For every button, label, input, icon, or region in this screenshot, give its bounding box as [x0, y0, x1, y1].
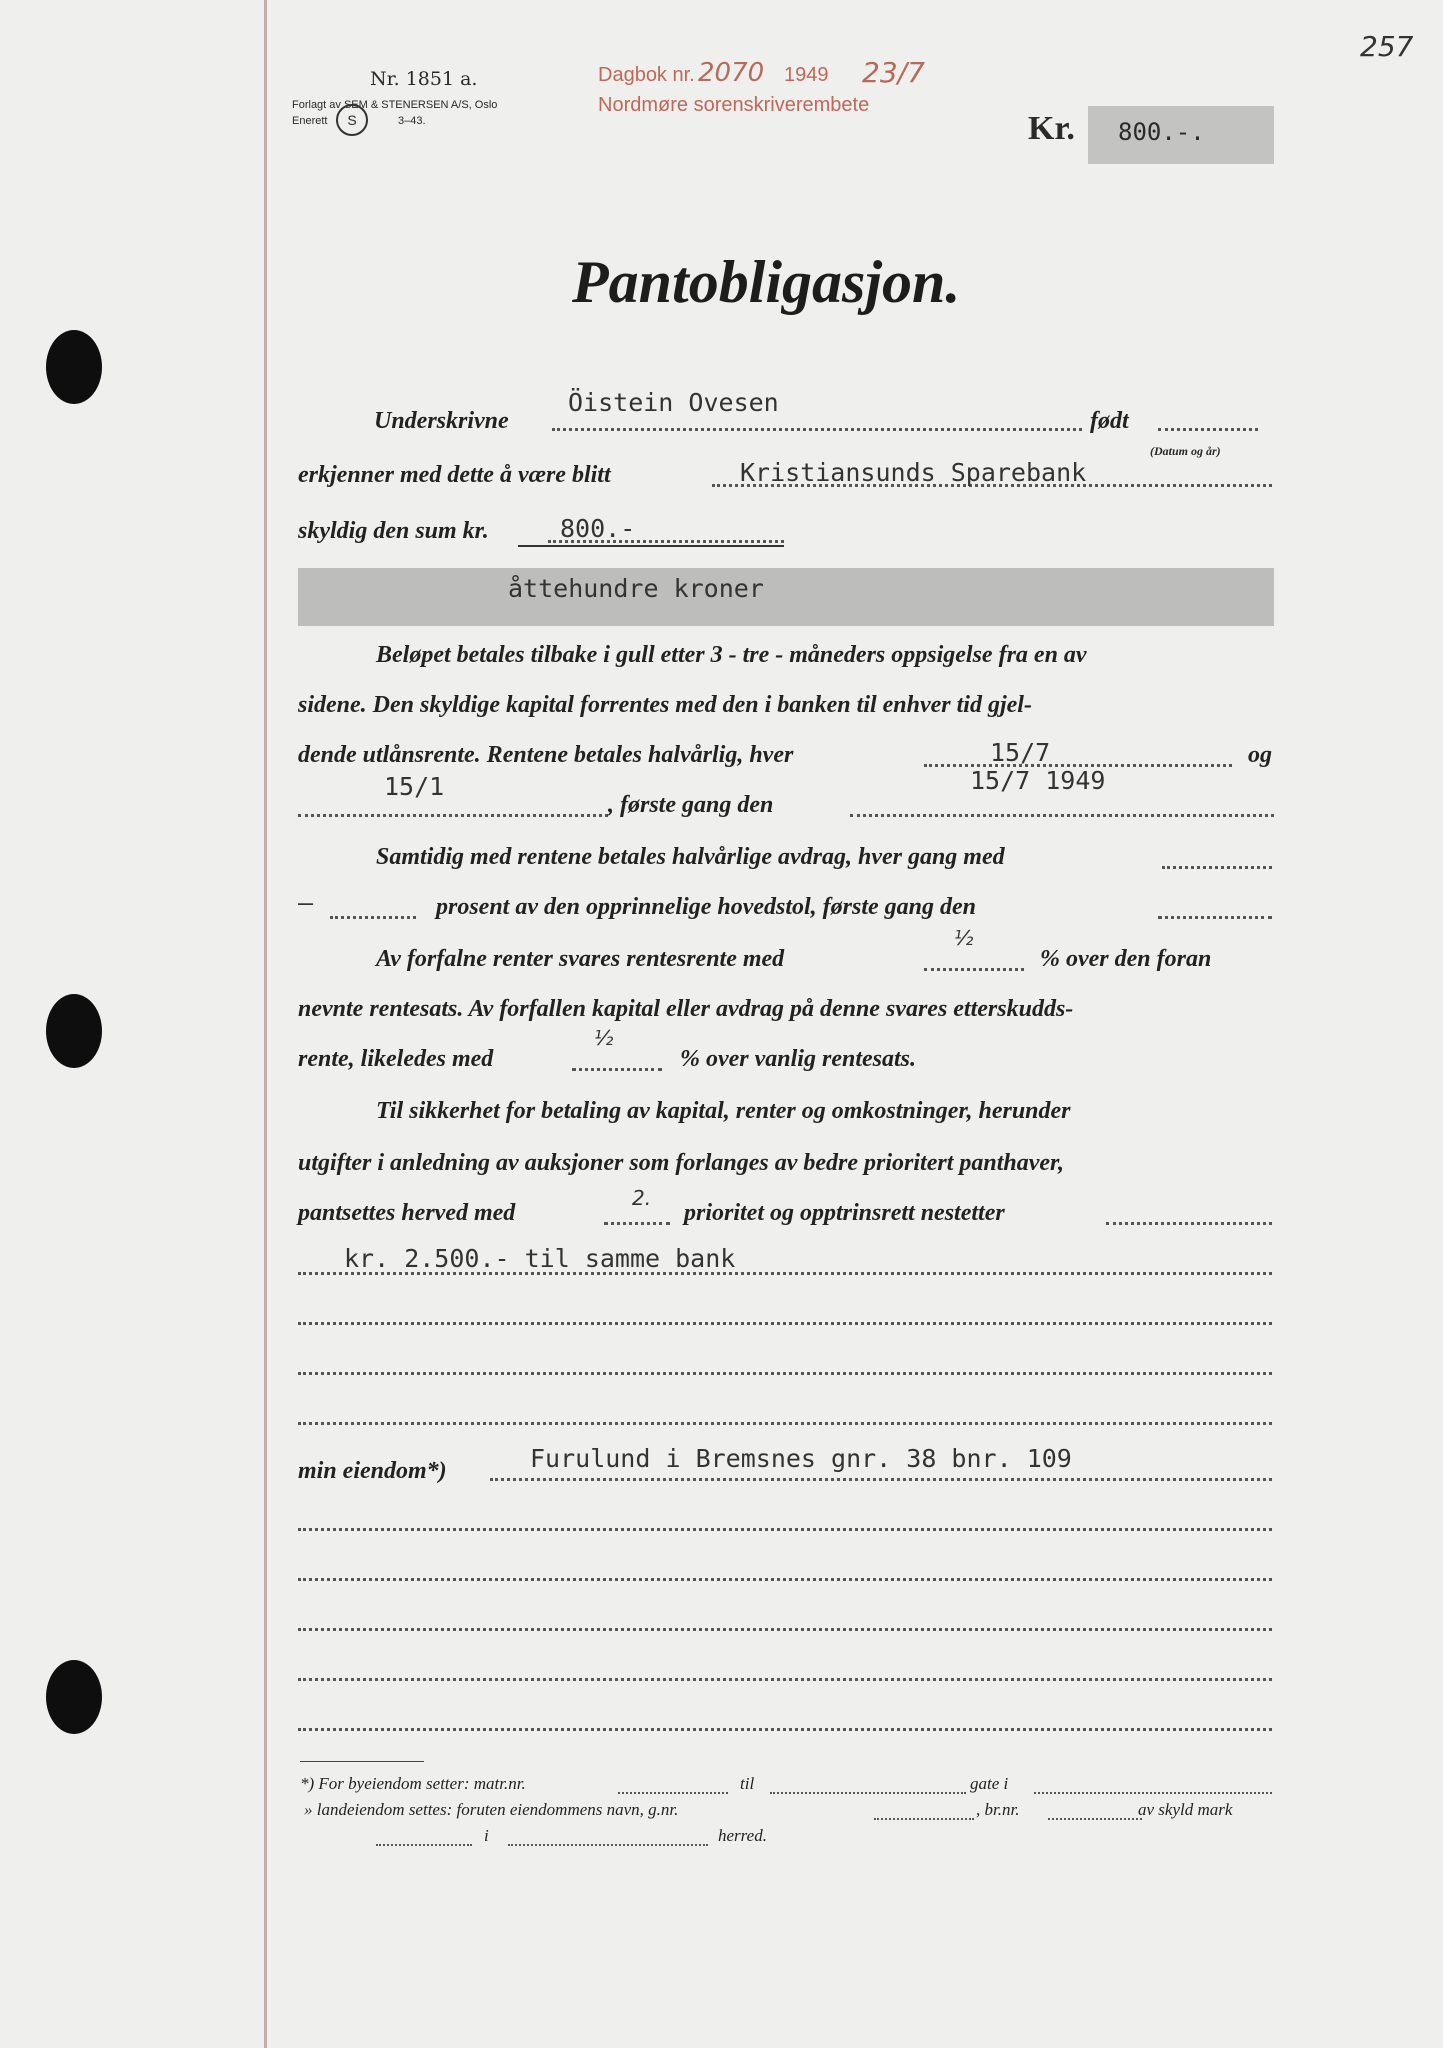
- dotted-line: [298, 1628, 1272, 1631]
- dotted-line: [1162, 866, 1272, 869]
- first-interest-date: 15/7 1949: [970, 766, 1106, 795]
- dotted-line: [924, 968, 1024, 971]
- binder-hole: [46, 1660, 102, 1734]
- stamp-diary-number: 2070: [698, 58, 765, 88]
- body-line-1: Beløpet betales tilbake i gull etter 3 - tre - måneders oppsigelse fra en av: [376, 642, 1087, 668]
- document-title: Pantobligasjon.: [572, 249, 961, 315]
- body-word-og: og: [1248, 742, 1272, 768]
- dotted-line: [298, 814, 608, 817]
- footnote-3b: herred.: [718, 1826, 767, 1845]
- compound-rate-value: ½: [954, 926, 974, 950]
- body-line-12: pantsettes herved med: [298, 1200, 516, 1226]
- body-line-9: rente, likeledes med: [298, 1046, 494, 1072]
- page-number: 257: [1360, 30, 1414, 63]
- interest-date-2: 15/1: [384, 772, 445, 801]
- dotted-line: [298, 1678, 1272, 1681]
- publisher-logo: S: [336, 104, 368, 136]
- body-line-5: Samtidig med rentene betales halvårlige avdrag, hver gang med: [376, 844, 1005, 870]
- amount-words-bar: [298, 568, 1274, 626]
- dotted-line: [298, 1372, 1272, 1375]
- dotted-line: [874, 1818, 974, 1820]
- underskrivne-label: Underskrivne: [374, 408, 509, 434]
- dotted-line: [298, 1578, 1272, 1581]
- interest-date-1: 15/7: [990, 738, 1051, 767]
- publisher-line-2: Enerett: [292, 115, 328, 127]
- property-value: Furulund i Bremsnes gnr. 38 bnr. 109: [530, 1444, 1072, 1473]
- stamp-year: 1949: [784, 64, 829, 86]
- prior-lien-value: kr. 2.500.- til samme bank: [344, 1244, 736, 1273]
- amount-words: åttehundre kroner: [508, 574, 764, 603]
- dotted-line: [618, 1792, 728, 1794]
- footnote-separator: [300, 1761, 424, 1762]
- body-line-9b: % over vanlig rentesats.: [680, 1046, 916, 1072]
- body-line-12b: prioritet og opptrinsrett nestetter: [684, 1200, 1005, 1226]
- dotted-line: [376, 1844, 472, 1846]
- kr-value: 800.-.: [1118, 118, 1205, 146]
- dotted-line: [1158, 428, 1258, 431]
- overdue-rate-value: ½: [594, 1026, 614, 1050]
- stamp-diary-label: Dagbok nr.: [598, 64, 695, 86]
- body-line-10: Til sikkerhet for betaling av kapital, renter og omkostninger, herunder: [376, 1098, 1071, 1124]
- dotted-line: [508, 1844, 708, 1846]
- body-line-7b: % over den foran: [1040, 946, 1212, 972]
- margin-line: [264, 0, 267, 2048]
- priority-value: 2.: [632, 1186, 652, 1210]
- dotted-line: [1034, 1792, 1272, 1794]
- footnote-1a: *) For byeiendom setter: matr.nr.: [300, 1774, 526, 1793]
- dotted-line: [490, 1478, 1272, 1481]
- installment-value: —: [298, 888, 314, 917]
- skyldig-label: skyldig den sum kr.: [298, 518, 489, 544]
- dotted-line: [298, 1322, 1272, 1325]
- body-line-3: dende utlånsrente. Rentene betales halvårlig, hver: [298, 742, 794, 768]
- body-line-8: nevnte rentesats. Av forfallen kapital eller avdrag på denne svares etterskudds-: [298, 996, 1074, 1022]
- amount-underline: [518, 545, 784, 547]
- body-line-11: utgifter i anledning av auksjoner som forlanges av bedre prioritert panthaver,: [298, 1150, 1065, 1176]
- publisher-line-1: Forlagt av SEM & STENERSEN A/S, Oslo: [292, 99, 498, 111]
- dotted-line: [298, 1528, 1272, 1531]
- footnote-2c: av skyld mark: [1138, 1800, 1233, 1819]
- dotted-line: [330, 916, 416, 919]
- body-line-2: sidene. Den skyldige kapital forrentes med den i banken til enhver tid gjel-: [298, 692, 1032, 718]
- dotted-line: [552, 428, 1082, 431]
- datum-hint: (Datum og år): [1150, 444, 1221, 458]
- footnote-2a: » landeiendom settes: foruten eiendommens navn, g.nr.: [304, 1800, 679, 1819]
- amount-value: 800.-: [560, 514, 636, 543]
- dotted-line: [1158, 916, 1272, 919]
- dotted-line: [298, 1422, 1272, 1425]
- dotted-line: [1048, 1818, 1142, 1820]
- stamp-date: 23/7: [862, 56, 925, 89]
- dotted-line: [850, 814, 1274, 817]
- footnote-3a: i: [484, 1826, 489, 1845]
- dotted-line: [572, 1068, 662, 1071]
- dotted-line: [1106, 1222, 1272, 1225]
- body-line-6: prosent av den opprinnelige hovedstol, første gang den: [436, 894, 977, 920]
- creditor-value: Kristiansunds Sparebank: [740, 458, 1087, 487]
- erkjenner-label: erkjenner med dette å være blitt: [298, 462, 611, 488]
- dotted-line: [298, 1728, 1272, 1731]
- dotted-line: [604, 1222, 670, 1225]
- fodt-label: født: [1090, 408, 1129, 434]
- stamp-office: Nordmøre sorenskriverembete: [598, 94, 870, 116]
- dotted-line: [770, 1792, 966, 1794]
- binder-hole: [46, 330, 102, 404]
- body-line-7: Av forfalne renter svares rentesrente med: [376, 946, 785, 972]
- form-number: Nr. 1851 a.: [370, 68, 478, 90]
- body-line-4: , første gang den: [608, 792, 774, 818]
- underskrivne-value: Öistein Ovesen: [568, 388, 779, 417]
- binder-hole: [46, 994, 102, 1068]
- eiendom-label: min eiendom*): [298, 1458, 447, 1484]
- kr-label: Kr.: [1028, 110, 1075, 147]
- footnote-1c: gate i: [970, 1774, 1009, 1793]
- publisher-date: 3–43.: [398, 115, 426, 127]
- footnote-2b: , br.nr.: [976, 1800, 1020, 1819]
- footnote-1b: til: [740, 1774, 755, 1793]
